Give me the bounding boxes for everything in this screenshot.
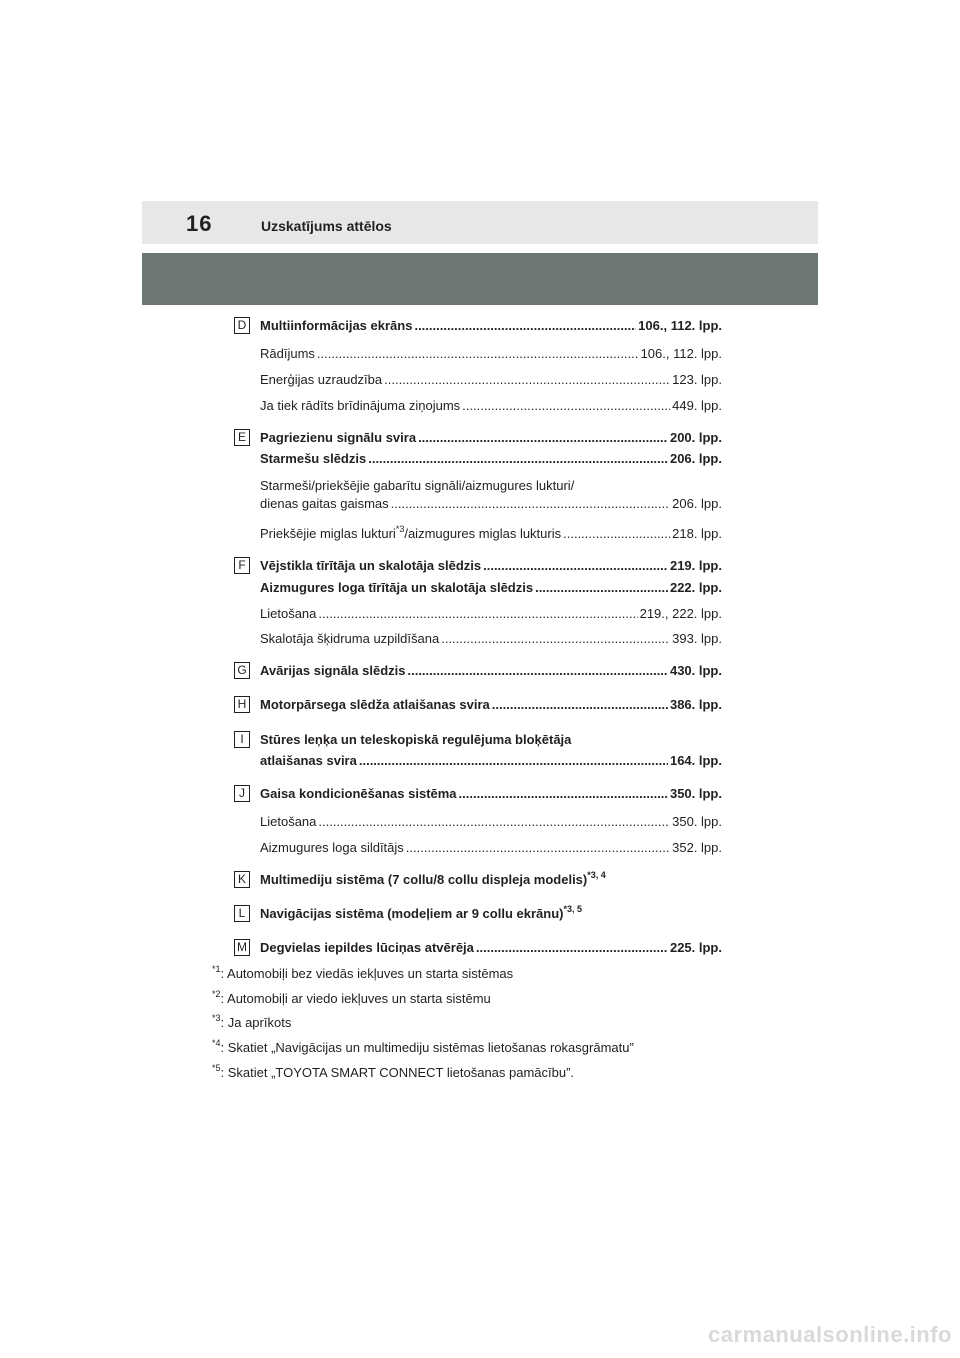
footnote-text: : Ja aprīkots bbox=[220, 1015, 292, 1030]
leader-dots bbox=[359, 753, 668, 768]
page-ref: 225. lpp. bbox=[669, 940, 722, 955]
page-ref: 386. lpp. bbox=[669, 697, 722, 712]
footnote-ref: *3, 4 bbox=[587, 870, 606, 880]
page-ref: 200. lpp. bbox=[669, 430, 722, 445]
page-ref: 218. lpp. bbox=[672, 526, 722, 541]
entry-title: dienas gaitas gaismas bbox=[260, 496, 389, 511]
header-bar bbox=[142, 201, 818, 244]
toc-entry-headlight[interactable] bbox=[260, 451, 722, 466]
leader-dots bbox=[492, 697, 668, 712]
entry-title: Rādījums bbox=[260, 346, 315, 361]
toc-entry-windshield-wiper[interactable] bbox=[260, 558, 722, 573]
entry-title: Enerģijas uzraudzība bbox=[260, 372, 383, 387]
leader-dots bbox=[483, 558, 668, 573]
page-ref: 219. lpp. bbox=[669, 558, 722, 573]
entry-title: Multimediju sistēma (7 collu/8 collu displeja modelis) bbox=[260, 872, 588, 887]
toc-entry-navigation[interactable] bbox=[260, 906, 582, 921]
footnote-mark: *5 bbox=[212, 1063, 221, 1073]
section-letter-d: D bbox=[234, 317, 250, 334]
footnote-text: : Skatiet „TOYOTA SMART CONNECT lietošanas pamācību”. bbox=[220, 1065, 575, 1080]
toc-subentry[interactable] bbox=[260, 526, 722, 541]
toc-subentry[interactable] bbox=[260, 372, 722, 387]
leader-dots bbox=[441, 631, 670, 646]
watermark: carmanualsonline.info bbox=[708, 1322, 952, 1347]
page-ref: 393. lpp. bbox=[672, 631, 722, 646]
page-ref: 350. lpp. bbox=[672, 814, 722, 829]
entry-title: Avārijas signāla slēdzis bbox=[260, 663, 406, 678]
leader-dots bbox=[418, 430, 668, 445]
leader-dots bbox=[414, 318, 636, 333]
entry-title: Ja tiek rādīts brīdinājuma ziņojums bbox=[260, 398, 461, 413]
section-letter-i: I bbox=[234, 731, 250, 748]
leader-dots bbox=[459, 786, 668, 801]
leader-dots bbox=[384, 372, 670, 387]
leader-dots bbox=[318, 606, 637, 621]
leader-dots bbox=[476, 940, 668, 955]
page-ref: 206. lpp. bbox=[669, 451, 722, 466]
entry-title: Multiinformācijas ekrāns bbox=[260, 318, 413, 333]
section-letter-f: F bbox=[234, 557, 250, 574]
toc-subentry[interactable] bbox=[260, 496, 722, 511]
toc-subentry[interactable] bbox=[260, 631, 722, 646]
page-title: Uzskatījums attēlos bbox=[261, 218, 392, 234]
page-number: 16 bbox=[186, 211, 213, 236]
footnote-mark: *4 bbox=[212, 1038, 221, 1048]
page-ref: 206. lpp. bbox=[672, 496, 722, 511]
page-ref: 106., 112. lpp. bbox=[638, 318, 722, 333]
entry-title: Pagriezienu signālu svira bbox=[260, 430, 417, 445]
toc-subentry[interactable] bbox=[260, 606, 722, 621]
footnote-ref: *3, 5 bbox=[563, 904, 582, 914]
entry-title: Navigācijas sistēma (modeļiem ar 9 collu ekrānu) bbox=[260, 906, 564, 921]
toc-entry-multiinfo[interactable] bbox=[260, 318, 722, 333]
entry-title: Vējstikla tīrītāja un skalotāja slēdzis bbox=[260, 558, 482, 573]
entry-title-b: /aizmugures miglas lukturis bbox=[404, 526, 562, 541]
toc-subentry[interactable] bbox=[260, 814, 722, 829]
entry-title: Aizmugures loga sildītājs bbox=[260, 840, 404, 855]
entry-title: Lietošana bbox=[260, 814, 317, 829]
footnote-mark: *3 bbox=[212, 1013, 221, 1023]
entry-title: Skalotāja šķidruma uzpildīšana bbox=[260, 631, 440, 646]
leader-dots bbox=[535, 580, 668, 595]
page-ref: 222. lpp. bbox=[669, 580, 722, 595]
footnote-text: : Automobiļi ar viedo iekļuves un starta sistēmu bbox=[220, 991, 491, 1006]
footnote-ref: *3 bbox=[395, 524, 405, 534]
entry-title: Starmešu slēdzis bbox=[260, 451, 367, 466]
entry-title bbox=[260, 526, 561, 541]
footnote bbox=[212, 966, 513, 981]
page-ref: 219., 222. lpp. bbox=[639, 606, 722, 621]
toc-entry-fuel-door[interactable] bbox=[260, 940, 722, 955]
leader-dots bbox=[317, 346, 639, 361]
section-letter-e: E bbox=[234, 429, 250, 446]
toc-entry-air-conditioning[interactable] bbox=[260, 786, 722, 801]
leader-dots bbox=[406, 840, 670, 855]
entry-title: Degvielas iepildes lūciņas atvērēja bbox=[260, 940, 474, 955]
toc-entry-steering-lock[interactable] bbox=[260, 753, 722, 768]
section-letter-j: J bbox=[234, 785, 250, 802]
footnote-text: : Automobiļi bez viedās iekļuves un starta sistēmas bbox=[220, 966, 514, 981]
footnote bbox=[212, 1065, 574, 1080]
toc-subentry[interactable] bbox=[260, 840, 722, 855]
section-letter-g: G bbox=[234, 662, 250, 679]
leader-dots bbox=[462, 398, 670, 413]
toc-entry-multimedia[interactable] bbox=[260, 872, 606, 887]
entry-title: Aizmugures loga tīrītāja un skalotāja slēdzis bbox=[260, 580, 534, 595]
toc-entry-turn-signal[interactable] bbox=[260, 430, 722, 445]
section-letter-l: L bbox=[234, 905, 250, 922]
page-ref: 123. lpp. bbox=[672, 372, 722, 387]
leader-dots bbox=[368, 451, 668, 466]
toc-entry-line: Stūres leņķa un teleskopiskā regulējuma bloķētāja bbox=[260, 732, 572, 747]
page-ref: 350. lpp. bbox=[669, 786, 722, 801]
entry-title: Lietošana bbox=[260, 606, 317, 621]
leader-dots bbox=[391, 496, 670, 511]
toc-subentry-line: Starmeši/priekšējie gabarītu signāli/aizmugures lukturi/ bbox=[260, 478, 575, 493]
toc-entry-rear-wiper[interactable] bbox=[260, 580, 722, 595]
leader-dots bbox=[563, 526, 670, 541]
entry-title: Gaisa kondicionēšanas sistēma bbox=[260, 786, 457, 801]
page-ref: 449. lpp. bbox=[672, 398, 722, 413]
entry-title: atlaišanas svira bbox=[260, 753, 357, 768]
footnote bbox=[212, 1040, 634, 1055]
page-ref: 106., 112. lpp. bbox=[640, 346, 722, 361]
footnote bbox=[212, 991, 491, 1006]
entry-title: Motorpārsega slēdža atlaišanas svira bbox=[260, 697, 490, 712]
entry-title-a: Priekšējie miglas lukturi bbox=[260, 526, 396, 541]
leader-dots bbox=[407, 663, 667, 678]
footnote bbox=[212, 1015, 291, 1030]
leader-dots bbox=[318, 814, 670, 829]
section-letter-m: M bbox=[234, 939, 250, 956]
footnote-text: : Skatiet „Navigācijas un multimediju sistēmas lietošanas rokasgrāmatu” bbox=[220, 1040, 634, 1055]
page-ref: 164. lpp. bbox=[669, 753, 722, 768]
footnote-mark: *2 bbox=[212, 989, 221, 999]
toc-subentry[interactable] bbox=[260, 346, 722, 361]
section-letter-h: H bbox=[234, 696, 250, 713]
toc-entry-hood-release[interactable] bbox=[260, 697, 722, 712]
toc-subentry[interactable] bbox=[260, 398, 722, 413]
page-ref: 352. lpp. bbox=[672, 840, 722, 855]
toc-entry-hazard[interactable] bbox=[260, 663, 722, 678]
footnote-mark: *1 bbox=[212, 964, 221, 974]
page-ref: 430. lpp. bbox=[669, 663, 722, 678]
section-letter-k: K bbox=[234, 871, 250, 888]
section-band bbox=[142, 253, 818, 305]
